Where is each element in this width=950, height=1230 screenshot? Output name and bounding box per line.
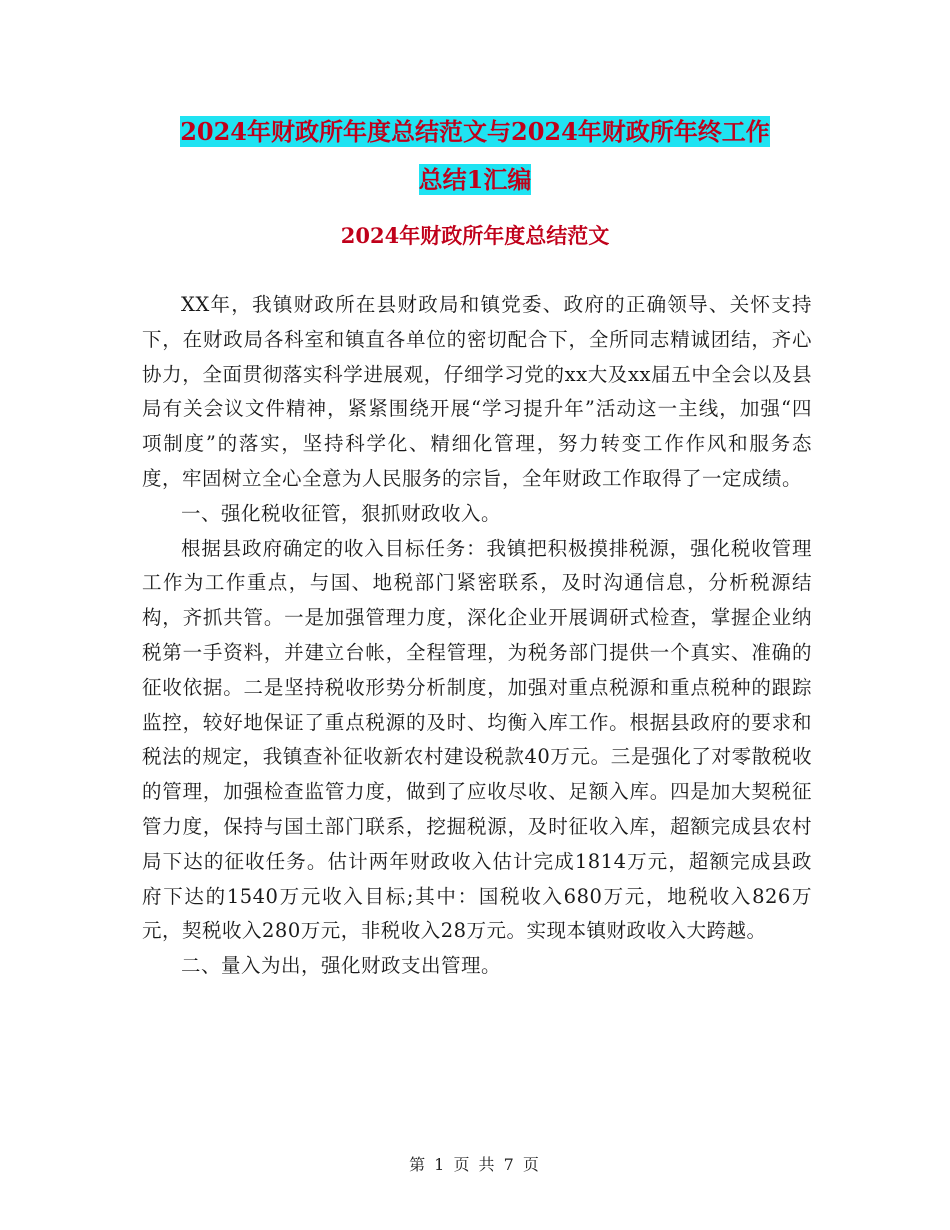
title-line-1: 2024年财政所年度总结范文与2024年财政所年终工作 xyxy=(180,117,770,146)
paragraph: 一、强化税收征管，狠抓财政收入。 xyxy=(181,501,502,525)
document-title xyxy=(0,108,950,204)
paragraph: 根据县政府确定的收入目标任务：我镇把积极摸排税源，强化税收管理工作为工作重点，与国、地税部门紧密联系，及时沟通信息，分析税源结构，齐抓共管。一是加强管理力度，深化企业开展调研式检查，掌握企业纳税第一手资料，并建立台帐，全程管理，为税务部门提供一个真实、准确的征收依据。二是坚持税收形势分析制度，加强对重点税源和重点税种的跟踪监控，较好地保证了重点税源的及时、均衡入库工作。根据县政府的要求和税法的规定，我镇查补征收新农村建设税款40万元。三是强化了对零散税收的管理，加强检查监管力度，做到了应收尽收、足额入库。四是加大契税征管力度，保持与国土部门联系，挖掘税源，及时征收入库，超额完成县农村局下达的征收任务。估计两年财政收入估计完成1814万元，超额完成县政府下达的1540万元收入目标;其中：国税收入680万元，地税收入826万元，契税收入280万元，非税收入28万元。实现本镇财政收入大跨越。 xyxy=(142,536,812,943)
paragraph: XX年，我镇财政所在县财政局和镇党委、政府的正确领导、关怀支持下，在财政局各科室和镇直各单位的密切配合下，全所同志精诚团结，齐心协力，全面贯彻落实科学进展观，仔细学习党的xx大及xx届五中全会以及县局有关会议文件精神，紧紧围绕开展“学习提升年”活动这一主线，加强“四项制度”的落实，坚持科学化、精细化管理，努力转变工作作风和服务态度，牢固树立全心全意为人民服务的宗旨，全年财政工作取得了一定成绩。 xyxy=(142,293,812,490)
document-body xyxy=(142,288,812,984)
section-title: 2024年财政所年度总结范文 xyxy=(340,223,610,248)
title-line-2: 总结1汇编 xyxy=(418,165,532,194)
page-footer: 第 1 页 共 7 页 xyxy=(409,1155,541,1174)
paragraph: 二、量入为出，强化财政支出管理。 xyxy=(181,954,502,978)
